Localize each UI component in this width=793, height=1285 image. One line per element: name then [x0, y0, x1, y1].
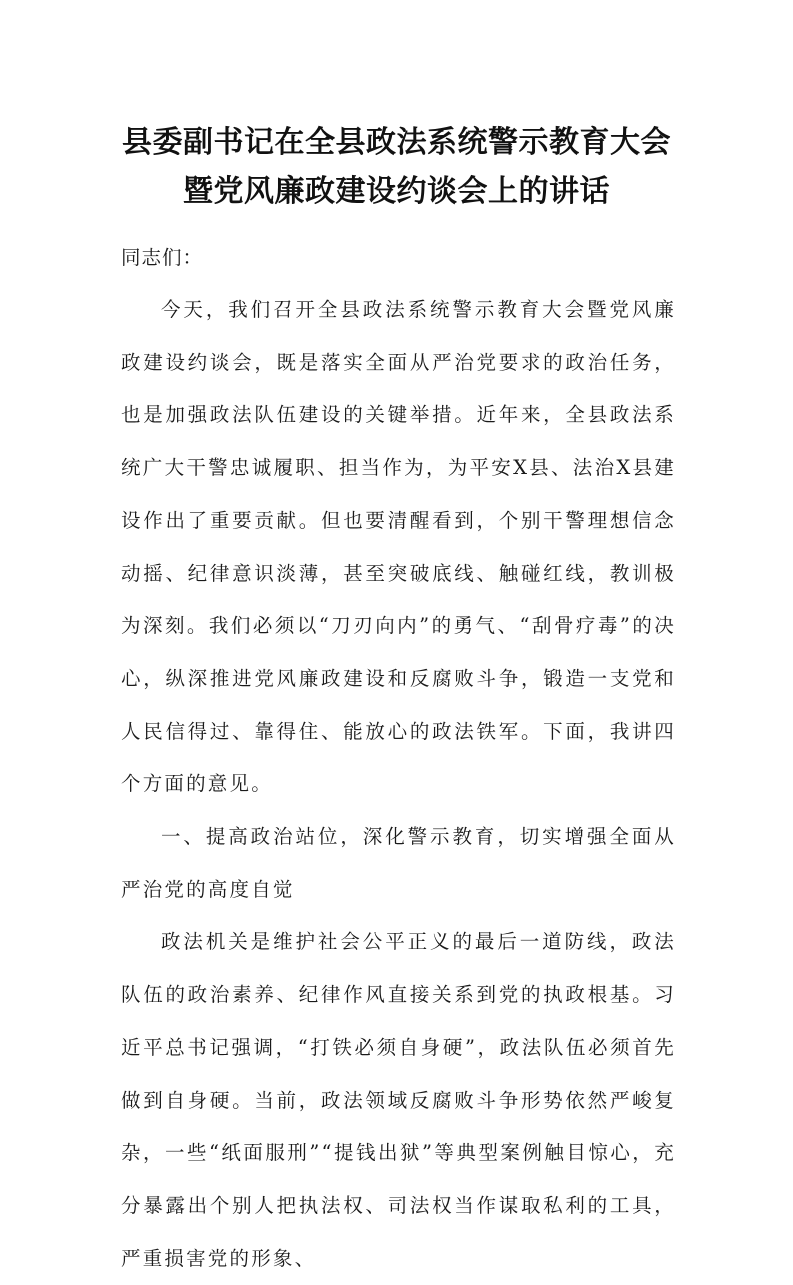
- document-body: [121, 232, 676, 1285]
- paragraph-section-1: 政法机关是维护社会公平正义的最后一道防线，政法队伍的政治素养、纪律作风直接关系到党的执政根基。习近平总书记强调，“打铁必须自身硬”，政法队伍必须首先做到自身硬。当前，政法领域反腐败斗争形势依然严峻复杂，一些“纸面服刑”“提钱出狱”等典型案例触目惊心，充分暴露出个别人把执法权、司法权当作谋取私利的工具，严重损害党的形象、: [121, 930, 676, 1270]
- salutation: 同志们：: [121, 246, 204, 269]
- document-title-line-2: 暨党风廉政建设约谈会上的讲话: [183, 174, 610, 209]
- document-title-line-1: 县委副书记在全县政法系统警示教育大会: [122, 125, 671, 160]
- paragraph-intro: 今天，我们召开全县政法系统警示教育大会暨党风廉政建设约谈会，既是落实全面从严治党要求的政治任务，也是加强政法队伍建设的关键举措。近年来，全县政法系统广大干警忠诚履职、担当作为，为平安X县、法治X县建设作出了重要贡献。但也要清醒看到，个别干警理想信念动摇、纪律意识淡薄，甚至突破底线、触碰红线，教训极为深刻。我们必须以“刀刃向内”的勇气、“刮骨疗毒”的决心，纵深推进党风廉政建设和反腐败斗争，锻造一支党和人民信得过、靠得住、能放心的政法铁军。下面，我讲四个方面的意见。: [121, 298, 676, 796]
- section-heading-1: 一、提高政治站位，深化警示教育，切实增强全面从严治党的高度自觉: [121, 825, 676, 901]
